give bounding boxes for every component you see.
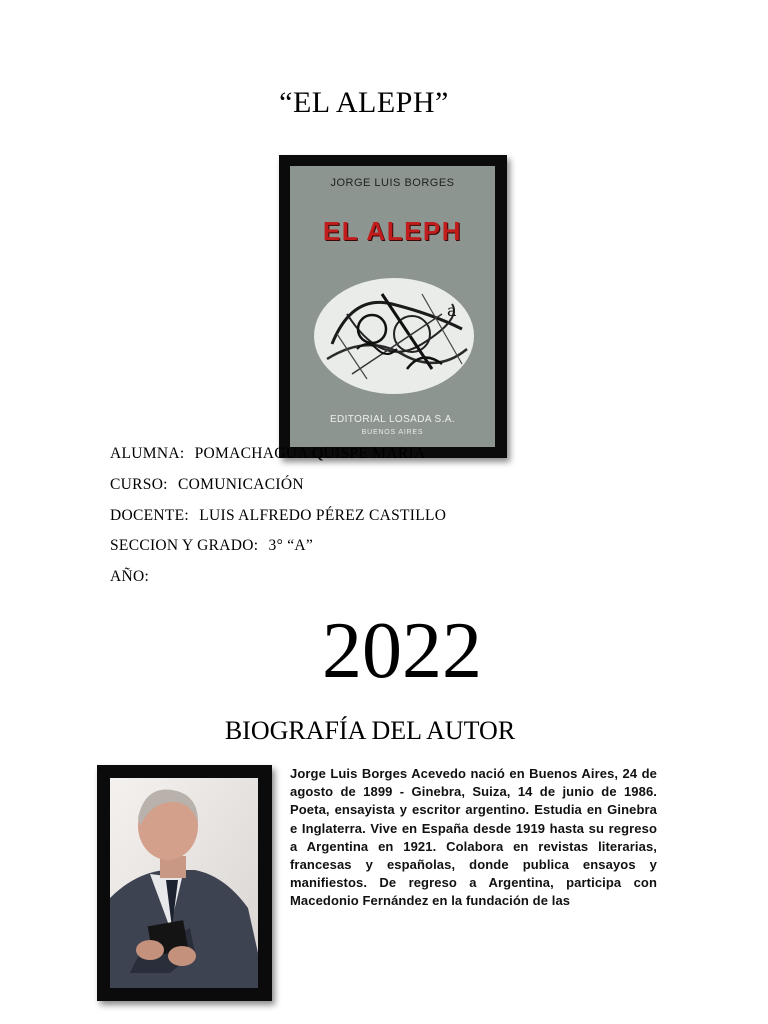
book-cover-image: [290, 166, 495, 447]
svg-text:a: a: [447, 301, 457, 320]
anio-label: AÑO:: [110, 568, 150, 585]
alumna-value: POMACHAGUA QUISPE MARIA: [194, 445, 426, 462]
curso-value: COMUNICACIÓN: [177, 476, 304, 493]
cover-author: JORGE LUIS BORGES: [330, 177, 455, 189]
docente-label: DOCENTE:: [110, 507, 190, 524]
info-docente: [110, 507, 446, 525]
cover-city: BUENOS AIRES: [361, 429, 424, 436]
cover-illustration: [312, 274, 477, 399]
curso-label: CURSO:: [110, 476, 168, 493]
cover-title: EL ALEPH: [322, 216, 463, 246]
info-curso: [110, 476, 304, 494]
docente-value: LUIS ALFREDO PÉREZ CASTILLO: [199, 507, 447, 524]
year: 2022: [322, 607, 482, 695]
info-seccion: [110, 537, 313, 555]
cover-publisher: EDITORIAL LOSADA S.A.: [329, 414, 456, 425]
info-anio: [110, 568, 155, 586]
document-title: “EL ALEPH”: [279, 86, 449, 119]
biography-heading: BIOGRAFÍA DEL AUTOR: [224, 716, 516, 745]
seccion-label: SECCION Y GRADO:: [110, 537, 259, 554]
author-portrait-image: [110, 778, 258, 988]
info-alumna: [110, 445, 425, 463]
alumna-label: ALUMNA:: [110, 445, 185, 462]
seccion-value: 3° “A”: [268, 537, 314, 554]
biography-text: Jorge Luis Borges Acevedo nació en Buenos Aires, 24 de agosto de 1899 - Ginebra, Suiza, 14 de junio de 1986. Poeta, ensayista y escritor argentino. Estudia en Ginebra e Inglaterra. Vive en España desde 1919 hasta su regreso a Argentina en 1921. Colabora en revistas literarias, francesas y españolas, donde publica ensayos y manifiestos. De regreso a Argentina, participa con Macedonio Fernández en la fundación de las: [290, 766, 657, 909]
